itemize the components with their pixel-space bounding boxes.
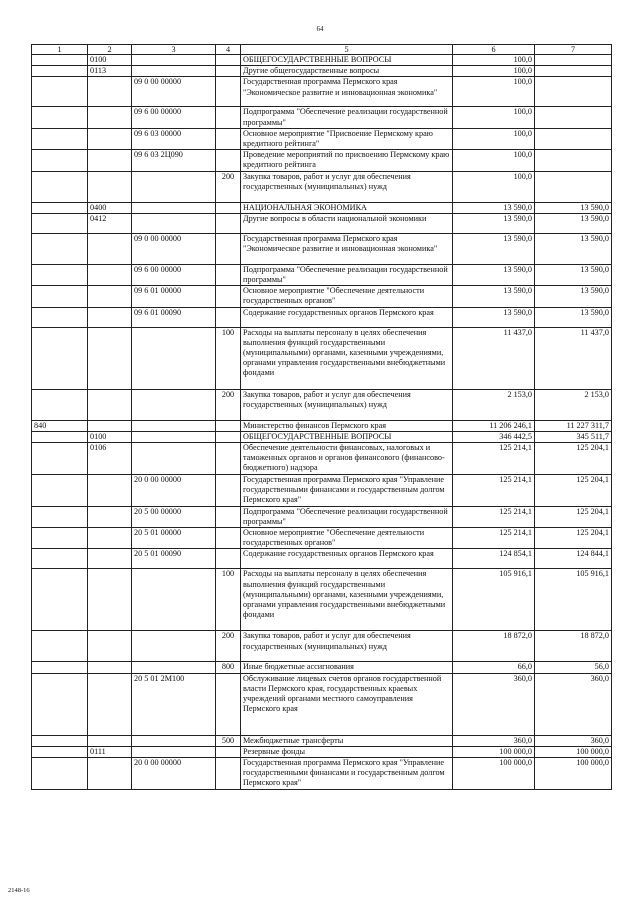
amount-year2-cell: 125 204,1 (535, 506, 612, 527)
amount-year2-cell: 13 590,0 (535, 307, 612, 327)
amount-year1-cell: 125 214,1 (453, 506, 535, 527)
ministry-code-cell (32, 475, 88, 507)
amount-year2-cell: 360,0 (535, 673, 612, 735)
target-code-cell: 09 0 00 00000 (132, 77, 216, 107)
target-code-cell (132, 202, 216, 213)
amount-year1-cell: 100,0 (453, 55, 535, 66)
amount-year2-cell: 125 204,1 (535, 528, 612, 549)
table-row (32, 746, 612, 757)
section-code-cell (88, 171, 132, 202)
expense-type-cell (216, 202, 241, 213)
section-code-cell: 0113 (88, 66, 132, 77)
table-row (32, 431, 612, 442)
target-code-cell: 09 6 03 2Ц090 (132, 150, 216, 171)
amount-year1-cell: 11 206 246,1 (453, 420, 535, 431)
table-row (32, 307, 612, 327)
section-code-cell (88, 307, 132, 327)
header-cell-7: 7 (535, 45, 612, 55)
item-name-cell: Государственная программа Пермского края "Управление государственными финансами и государственным долгом Пермского края" (241, 475, 453, 507)
table-row (32, 569, 612, 631)
item-name-cell: Подпрограмма "Обеспечение реализации государственной программы" (241, 107, 453, 128)
expense-type-cell (216, 286, 241, 307)
target-code-cell: 09 6 03 00000 (132, 128, 216, 149)
item-name-cell: Подпрограмма "Обеспечение реализации государственной программы" (241, 264, 453, 285)
amount-year2-cell: 2 153,0 (535, 389, 612, 420)
section-code-cell (88, 420, 132, 431)
amount-year1-cell: 2 153,0 (453, 389, 535, 420)
page-number: 64 (316, 25, 324, 33)
ministry-code-cell (32, 77, 88, 107)
item-name-cell: Закупка товаров, работ и услуг для обеспечения государственных (муниципальных) нужд (241, 389, 453, 420)
amount-year2-cell: 11 227 311,7 (535, 420, 612, 431)
target-code-cell (132, 66, 216, 77)
expense-type-cell: 800 (216, 662, 241, 673)
ministry-code-cell (32, 549, 88, 569)
item-name-cell: Другие вопросы в области национальной экономики (241, 213, 453, 233)
ministry-code-cell (32, 107, 88, 128)
amount-year2-cell: 345 511,7 (535, 431, 612, 442)
item-name-cell: Закупка товаров, работ и услуг для обеспечения государственных (муниципальных) нужд (241, 631, 453, 662)
expense-type-cell (216, 420, 241, 431)
amount-year2-cell: 13 590,0 (535, 202, 612, 213)
target-code-cell (132, 389, 216, 420)
expense-type-cell (216, 528, 241, 549)
item-name-cell: Содержание государственных органов Пермского края (241, 307, 453, 327)
item-name-cell: ОБЩЕГОСУДАРСТВЕННЫЕ ВОПРОСЫ (241, 431, 453, 442)
target-code-cell (132, 746, 216, 757)
amount-year2-cell: 56,0 (535, 662, 612, 673)
expense-type-cell: 100 (216, 327, 241, 389)
expense-type-cell (216, 55, 241, 66)
table-row (32, 735, 612, 746)
ministry-code-cell (32, 662, 88, 673)
table-row (32, 150, 612, 171)
header-cell-6: 6 (453, 45, 535, 55)
section-code-cell (88, 758, 132, 790)
section-code-cell (88, 475, 132, 507)
amount-year1-cell: 125 214,1 (453, 443, 535, 475)
expense-type-cell (216, 475, 241, 507)
ministry-code-cell (32, 128, 88, 149)
header-cell-3: 3 (132, 45, 216, 55)
target-code-cell: 20 5 01 00090 (132, 549, 216, 569)
target-code-cell (132, 443, 216, 475)
target-code-cell (132, 420, 216, 431)
amount-year1-cell: 100 000,0 (453, 758, 535, 790)
expense-type-cell: 500 (216, 735, 241, 746)
item-name-cell: Обслуживание лицевых счетов органов государственной власти Пермского края, государственных краевых учреждений органами местного самоуправления Пермского края (241, 673, 453, 735)
section-code-cell (88, 107, 132, 128)
expense-type-cell (216, 506, 241, 527)
amount-year2-cell: 105 916,1 (535, 569, 612, 631)
section-code-cell: 0111 (88, 746, 132, 757)
amount-year1-cell: 100,0 (453, 150, 535, 171)
target-code-cell: 09 6 00 00000 (132, 107, 216, 128)
amount-year2-cell: 360,0 (535, 735, 612, 746)
expense-type-cell (216, 758, 241, 790)
ministry-code-cell (32, 286, 88, 307)
header-cell-5: 5 (241, 45, 453, 55)
amount-year2-cell: 13 590,0 (535, 233, 612, 264)
expense-type-cell (216, 107, 241, 128)
target-code-cell: 09 6 01 00090 (132, 307, 216, 327)
amount-year2-cell: 125 204,1 (535, 475, 612, 507)
item-name-cell: Иные бюджетные ассигнования (241, 662, 453, 673)
expense-type-cell (216, 307, 241, 327)
ministry-code-cell (32, 631, 88, 662)
amount-year1-cell: 13 590,0 (453, 202, 535, 213)
ministry-code-cell (32, 746, 88, 757)
amount-year1-cell: 11 437,0 (453, 327, 535, 389)
target-code-cell: 20 0 00 00000 (132, 475, 216, 507)
table-row (32, 171, 612, 202)
table-row (32, 77, 612, 107)
item-name-cell: Государственная программа Пермского края "Управление государственными финансами и государственным долгом Пермского края" (241, 758, 453, 790)
amount-year1-cell: 346 442,5 (453, 431, 535, 442)
ministry-code-cell (32, 673, 88, 735)
item-name-cell: Министерство финансов Пермского края (241, 420, 453, 431)
table-row (32, 107, 612, 128)
section-code-cell (88, 549, 132, 569)
amount-year2-cell: 124 844,1 (535, 549, 612, 569)
item-name-cell: Государственная программа Пермского края "Экономическое развитие и инновационная экономика" (241, 233, 453, 264)
table-row (32, 631, 612, 662)
expense-type-cell (216, 673, 241, 735)
amount-year2-cell: 13 590,0 (535, 286, 612, 307)
amount-year1-cell: 360,0 (453, 735, 535, 746)
section-code-cell (88, 264, 132, 285)
item-name-cell: Основное мероприятие "Обеспечение деятельности государственных органов" (241, 528, 453, 549)
section-code-cell: 0400 (88, 202, 132, 213)
section-code-cell (88, 631, 132, 662)
target-code-cell (132, 55, 216, 66)
amount-year1-cell: 124 854,1 (453, 549, 535, 569)
section-code-cell (88, 128, 132, 149)
amount-year1-cell: 18 872,0 (453, 631, 535, 662)
item-name-cell: Расходы на выплаты персоналу в целях обеспечения выполнения функций государственными (муниципальными) органами, казенными учреждениями, органами управления государственными внебюджетными фондами (241, 327, 453, 389)
expense-type-cell (216, 66, 241, 77)
expense-type-cell: 200 (216, 631, 241, 662)
table-row (32, 389, 612, 420)
item-name-cell: Закупка товаров, работ и услуг для обеспечения государственных (муниципальных) нужд (241, 171, 453, 202)
expense-type-cell (216, 77, 241, 107)
item-name-cell: Государственная программа Пермского края "Экономическое развитие и инновационная экономика" (241, 77, 453, 107)
expense-type-cell: 100 (216, 569, 241, 631)
section-code-cell (88, 528, 132, 549)
amount-year2-cell: 13 590,0 (535, 213, 612, 233)
expense-type-cell: 200 (216, 171, 241, 202)
item-name-cell: Содержание государственных органов Пермского края (241, 549, 453, 569)
ministry-code-cell (32, 431, 88, 442)
section-code-cell: 0412 (88, 213, 132, 233)
amount-year2-cell: 11 437,0 (535, 327, 612, 389)
amount-year1-cell: 100 000,0 (453, 746, 535, 757)
amount-year1-cell: 100,0 (453, 128, 535, 149)
amount-year2-cell: 13 590,0 (535, 264, 612, 285)
amount-year2-cell: 18 872,0 (535, 631, 612, 662)
table-row (32, 443, 612, 475)
header-cell-1: 1 (32, 45, 88, 55)
item-name-cell: Проведение мероприятий по присвоению Пермскому краю кредитного рейтинга (241, 150, 453, 171)
ministry-code-cell (32, 443, 88, 475)
ministry-code-cell (32, 569, 88, 631)
item-name-cell: Обеспечение деятельности финансовых, налоговых и таможенных органов и органов финансового (финансово-бюджетного) надзора (241, 443, 453, 475)
amount-year1-cell: 125 214,1 (453, 528, 535, 549)
table-row (32, 128, 612, 149)
ministry-code-cell (32, 55, 88, 66)
target-code-cell: 20 5 00 00000 (132, 506, 216, 527)
amount-year1-cell: 100,0 (453, 77, 535, 107)
target-code-cell: 09 6 01 00000 (132, 286, 216, 307)
item-name-cell: Резервные фонды (241, 746, 453, 757)
target-code-cell: 20 5 01 00000 (132, 528, 216, 549)
target-code-cell (132, 569, 216, 631)
target-code-cell (132, 213, 216, 233)
amount-year2-cell (535, 150, 612, 171)
expense-type-cell (216, 549, 241, 569)
amount-year1-cell: 100,0 (453, 107, 535, 128)
table-row (32, 327, 612, 389)
item-name-cell: Межбюджетные трансферты (241, 735, 453, 746)
table-row (32, 420, 612, 431)
section-code-cell (88, 569, 132, 631)
section-code-cell (88, 662, 132, 673)
expense-type-cell (216, 746, 241, 757)
section-code-cell (88, 233, 132, 264)
target-code-cell (132, 662, 216, 673)
ministry-code-cell (32, 307, 88, 327)
table-row (32, 286, 612, 307)
ministry-code-cell (32, 758, 88, 790)
ministry-code-cell (32, 506, 88, 527)
table-row (32, 758, 612, 790)
ministry-code-cell (32, 233, 88, 264)
expense-type-cell (216, 150, 241, 171)
target-code-cell (132, 631, 216, 662)
amount-year2-cell (535, 128, 612, 149)
ministry-code-cell: 840 (32, 420, 88, 431)
target-code-cell (132, 735, 216, 746)
table-row (32, 528, 612, 549)
expense-type-cell (216, 431, 241, 442)
target-code-cell (132, 327, 216, 389)
amount-year2-cell (535, 107, 612, 128)
amount-year2-cell: 100 000,0 (535, 746, 612, 757)
header-row (32, 45, 612, 55)
expense-type-cell (216, 233, 241, 264)
target-code-cell: 09 0 00 00000 (132, 233, 216, 264)
target-code-cell (132, 431, 216, 442)
ministry-code-cell (32, 202, 88, 213)
target-code-cell: 20 5 01 2М100 (132, 673, 216, 735)
table-row (32, 549, 612, 569)
ministry-code-cell (32, 327, 88, 389)
ministry-code-cell (32, 213, 88, 233)
target-code-cell: 20 0 00 00000 (132, 758, 216, 790)
amount-year1-cell: 100,0 (453, 171, 535, 202)
expense-type-cell (216, 264, 241, 285)
section-code-cell (88, 735, 132, 746)
amount-year1-cell: 66,0 (453, 662, 535, 673)
ministry-code-cell (32, 66, 88, 77)
table-row (32, 506, 612, 527)
section-code-cell (88, 389, 132, 420)
amount-year1-cell: 105 916,1 (453, 569, 535, 631)
target-code-cell: 09 6 00 00000 (132, 264, 216, 285)
section-code-cell (88, 286, 132, 307)
expense-type-cell (216, 213, 241, 233)
item-name-cell: Расходы на выплаты персоналу в целях обеспечения выполнения функций государственными (муниципальными) органами, казенными учреждениями, органами управления государственными внебюджетными фондами (241, 569, 453, 631)
item-name-cell: Подпрограмма "Обеспечение реализации государственной программы" (241, 506, 453, 527)
expense-type-cell (216, 128, 241, 149)
table-row (32, 233, 612, 264)
item-name-cell: Основное мероприятие "Обеспечение деятельности государственных органов" (241, 286, 453, 307)
amount-year1-cell: 13 590,0 (453, 264, 535, 285)
amount-year2-cell: 100 000,0 (535, 758, 612, 790)
section-code-cell: 0100 (88, 431, 132, 442)
section-code-cell (88, 506, 132, 527)
ministry-code-cell (32, 735, 88, 746)
amount-year2-cell: 125 204,1 (535, 443, 612, 475)
amount-year1-cell: 13 590,0 (453, 307, 535, 327)
table-row (32, 673, 612, 735)
amount-year1-cell: 100,0 (453, 66, 535, 77)
amount-year2-cell (535, 77, 612, 107)
ministry-code-cell (32, 264, 88, 285)
table-row (32, 55, 612, 66)
ministry-code-cell (32, 389, 88, 420)
section-code-cell (88, 673, 132, 735)
table-row (32, 213, 612, 233)
table-row (32, 66, 612, 77)
table-row (32, 264, 612, 285)
ministry-code-cell (32, 150, 88, 171)
expense-type-cell (216, 443, 241, 475)
section-code-cell (88, 150, 132, 171)
amount-year1-cell: 360,0 (453, 673, 535, 735)
amount-year2-cell (535, 171, 612, 202)
expense-type-cell: 200 (216, 389, 241, 420)
item-name-cell: Другие общегосударственные вопросы (241, 66, 453, 77)
section-code-cell: 0100 (88, 55, 132, 66)
section-code-cell (88, 77, 132, 107)
item-name-cell: НАЦИОНАЛЬНАЯ ЭКОНОМИКА (241, 202, 453, 213)
table-row (32, 475, 612, 507)
amount-year1-cell: 13 590,0 (453, 286, 535, 307)
budget-table (31, 44, 612, 790)
amount-year2-cell (535, 55, 612, 66)
amount-year1-cell: 125 214,1 (453, 475, 535, 507)
ministry-code-cell (32, 528, 88, 549)
header-cell-4: 4 (216, 45, 241, 55)
amount-year1-cell: 13 590,0 (453, 213, 535, 233)
ministry-code-cell (32, 171, 88, 202)
document-code: 2148-16 (8, 887, 30, 894)
section-code-cell: 0106 (88, 443, 132, 475)
target-code-cell (132, 171, 216, 202)
table-row (32, 662, 612, 673)
amount-year2-cell (535, 66, 612, 77)
amount-year1-cell: 13 590,0 (453, 233, 535, 264)
table-row (32, 202, 612, 213)
item-name-cell: Основное мероприятие "Присвоение Пермскому краю кредитного рейтинга" (241, 128, 453, 149)
item-name-cell: ОБЩЕГОСУДАРСТВЕННЫЕ ВОПРОСЫ (241, 55, 453, 66)
section-code-cell (88, 327, 132, 389)
header-cell-2: 2 (88, 45, 132, 55)
